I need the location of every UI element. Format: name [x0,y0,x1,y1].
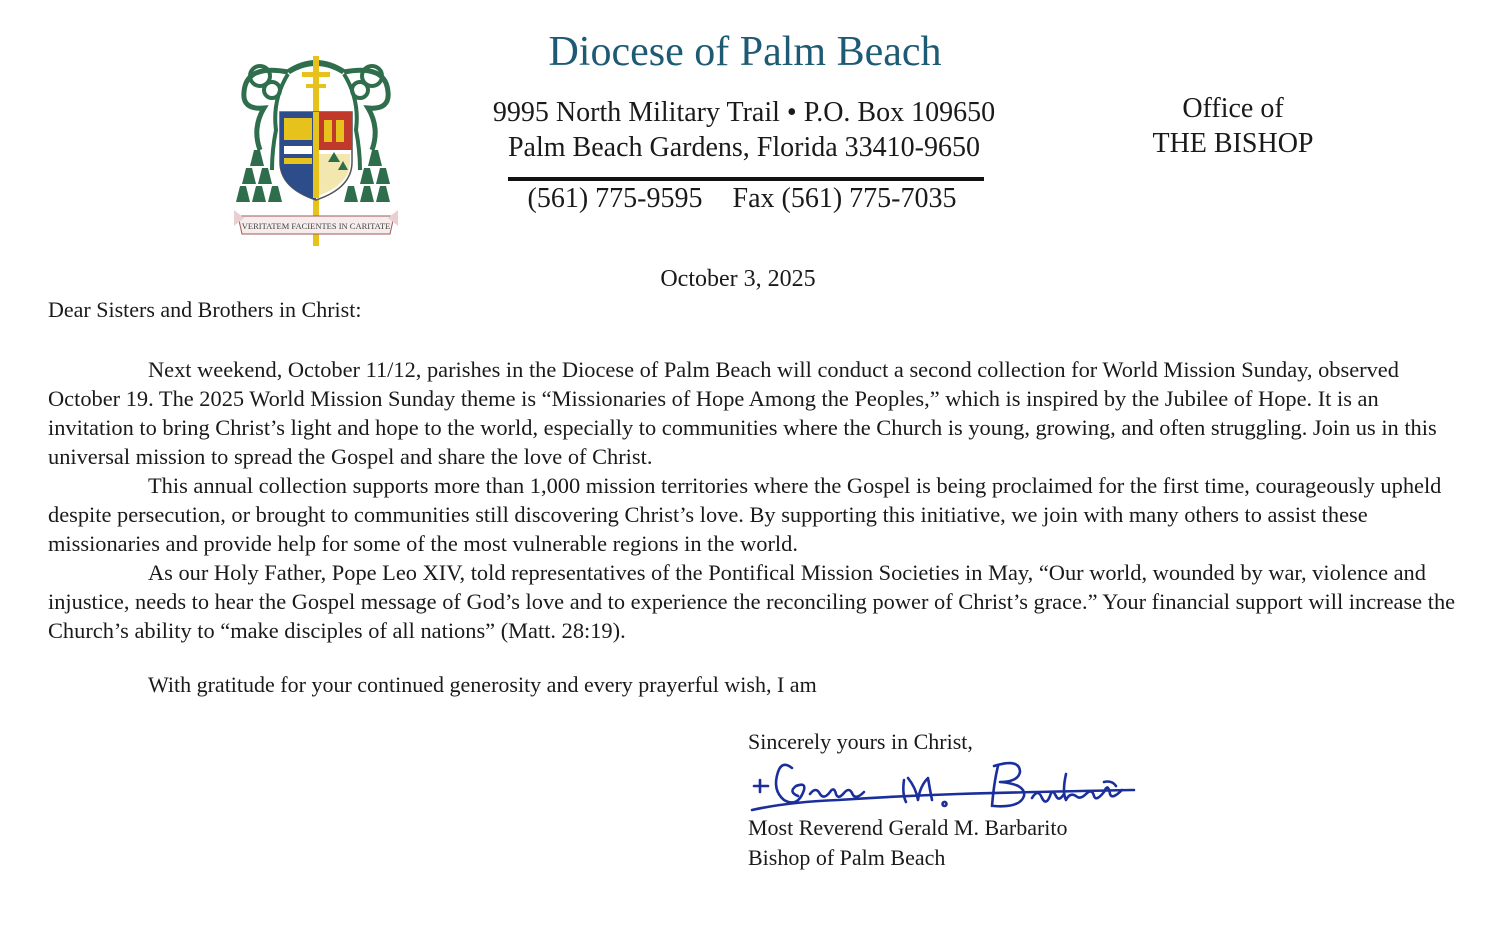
address-line-1: 9995 North Military Trail • P.O. Box 109650 [492,97,996,128]
office-of-bishop [1130,91,1336,161]
letterhead-address [460,95,1028,165]
contact-numbers [498,182,986,216]
valediction: Sincerely yours in Christ, [748,729,973,754]
body-paragraph-3: As our Holy Father, Pope Leo XIV, told representatives of the Pontifical Mission Societies in May, “Our world, wounded by war, violence and injustice, needs to hear the Gospel message of God’s love and to experience the reconciling power of Christ’s grace.” Your financial support will increase the Church’s ability to “make disciples of all nations” (Matt. 28:19). [48,560,1456,643]
crest-motto: VERITATEM FACIENTES IN CARITATE [241,221,391,231]
salutation: Dear Sisters and Brothers in Christ: [48,297,362,322]
address-line-2: Palm Beach Gardens, Florida 33410-9650 [507,132,981,163]
letter-body [48,355,1462,645]
handwritten-signature [748,752,1140,824]
phone-number: (561) 775-9595 [527,183,703,214]
signer-title: Bishop of Palm Beach [748,845,946,870]
fax-number: Fax (561) 775-7035 [732,183,957,214]
closing-line: With gratitude for your continued generosity and every prayerful wish, I am [148,672,817,697]
office-line-1: Office of [1182,93,1284,124]
letter-date: October 3, 2025 [660,266,816,292]
bishop-coat-of-arms [232,50,400,250]
diocese-title: Diocese of Palm Beach [548,29,942,75]
letterhead-divider [508,177,984,181]
body-paragraph-2: This annual collection supports more than 1,000 mission territories where the Gospel is being proclaimed for the first time, courageously upheld despite persecution, or brought to communities still discovering Christ’s love. By supporting this initiative, we join with many others to assist these missionaries and provide help for some of the most vulnerable regions in the world. [48,473,1442,556]
body-paragraph-1: Next weekend, October 11/12, parishes in the Diocese of Palm Beach will conduct a second collection for World Mission Sunday, observed October 19. The 2025 World Mission Sunday theme is “Missionaries of Hope Among the Peoples,” which is inspired by the Jubilee of Hope. It is an invitation to bring Christ’s light and hope to the world, especially to communities where the Church is young, growing, and often struggling. Join us in this universal mission to spread the Gospel and share the love of Christ. [48,357,1437,469]
signer-name: Most Reverend Gerald M. Barbarito [748,815,1068,840]
office-line-2: THE BISHOP [1152,128,1314,159]
